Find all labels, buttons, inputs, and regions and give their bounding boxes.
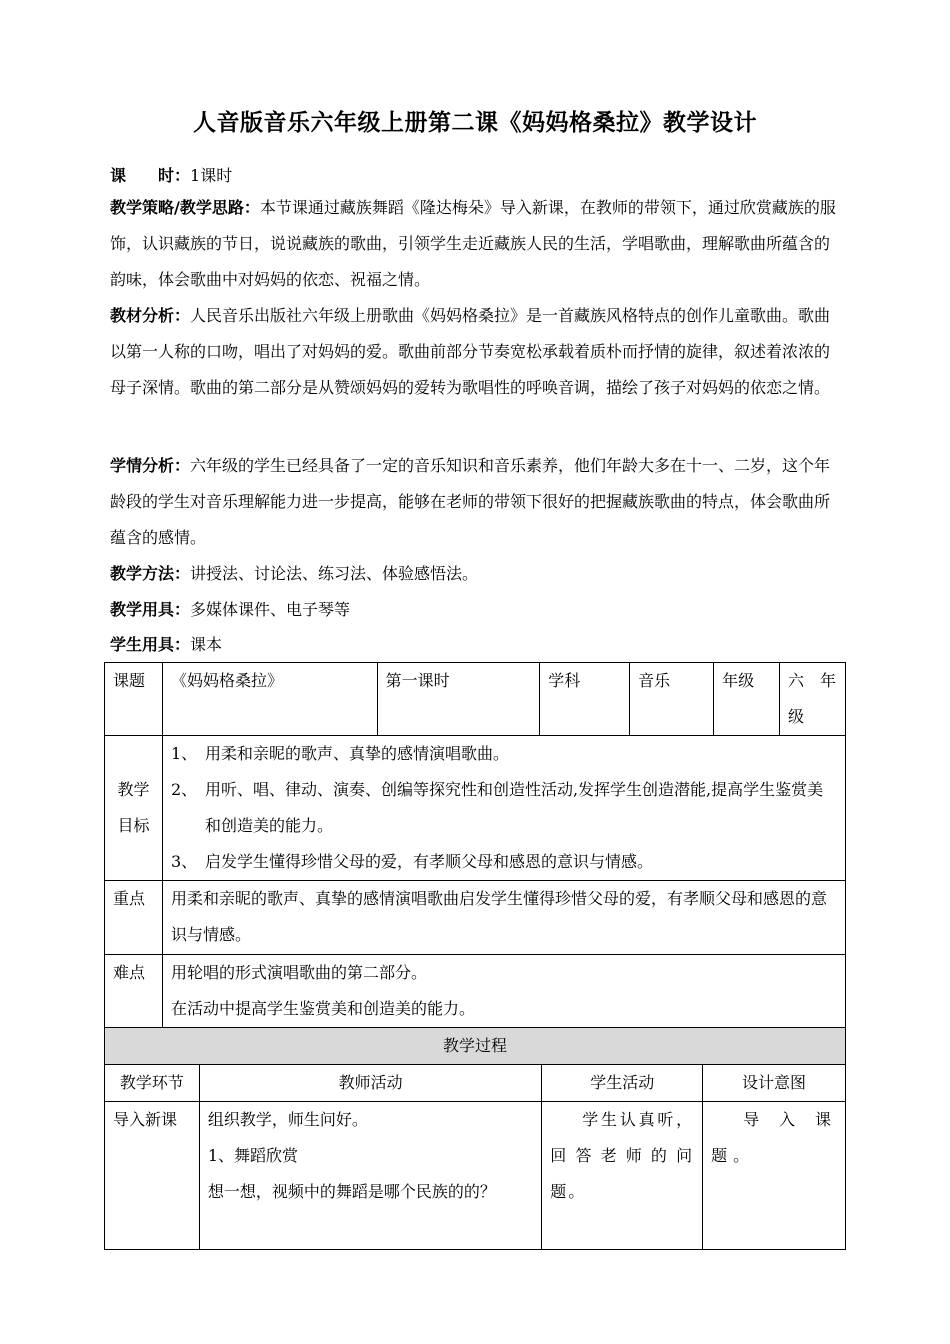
topic-value: 《妈妈格桑拉》	[162, 663, 377, 736]
page-title: 人音版音乐六年级上册第二课《妈妈格桑拉》教学设计	[193, 110, 757, 136]
student-analysis-paragraph	[110, 448, 845, 556]
period-line	[110, 158, 845, 194]
topic-label: 课题	[105, 663, 163, 736]
method-text: 讲授法、讨论法、练习法、体验感悟法。	[190, 564, 479, 583]
column-header: 教学环节	[105, 1065, 200, 1102]
table-header-row	[105, 1065, 846, 1102]
table-row	[105, 736, 846, 881]
table-row	[105, 1102, 846, 1250]
subject-value: 音乐	[630, 663, 714, 736]
tools-text: 多媒体课件、电子琴等	[190, 600, 351, 619]
student-tools-label: 学生用具：	[110, 635, 191, 654]
column-header: 设计意图	[703, 1065, 846, 1102]
material-text: 人民音乐出版社六年级上册歌曲《妈妈格桑拉》是一首藏族风格特点的创作儿童歌曲。歌曲以第一人称的口吻，唱出了对妈妈的爱。歌曲前部分节奏宽松承载着质朴而抒情的旋律，叙述着浓浓的母子深情。歌曲的第二部分是从赞颂妈妈的爱转为歌唱性的呼唤音调，描绘了孩子对妈妈的依恋之情。	[110, 306, 831, 397]
student-tools-text: 课本	[190, 635, 223, 654]
grade-value	[779, 663, 845, 736]
strategy-text: 本节课通过藏族舞蹈《隆达梅朵》导入新课，在教师的带领下，通过欣赏藏族的服饰，认识藏族的节日，说说藏族的歌曲，引领学生走近藏族人民的生活，学唱歌曲，理解歌曲所蕴含的韵味，体会歌曲中对妈妈的依恋、祝福之情。	[110, 198, 836, 289]
column-header: 学生活动	[542, 1065, 703, 1102]
tools-label: 教学用具：	[110, 600, 191, 619]
column-header: 教师活动	[199, 1065, 541, 1102]
subject-label: 学科	[540, 663, 630, 736]
goals-label: 教学 目标	[105, 736, 163, 881]
difficult-point-cell: 用轮唱的形式演唱歌曲的第二部分。 在活动中提高学生鉴赏美和创造美的能力。	[162, 955, 845, 1029]
material-paragraph	[110, 298, 845, 406]
method-line	[110, 556, 845, 592]
goal-item: 3、 启发学生懂得珍惜父母的爱，有孝顺父母和感恩的意识与情感。	[170, 852, 653, 871]
lesson-overview-table	[104, 662, 846, 1029]
difficult-point-label: 难点	[105, 955, 163, 1029]
student-tools-line	[110, 627, 845, 663]
material-label: 教材分析：	[110, 306, 191, 325]
goals-cell	[162, 736, 845, 881]
strategy-label: 教学策略/教学思路：	[110, 198, 260, 217]
teaching-process-table	[104, 1027, 846, 1250]
table-row	[105, 881, 846, 955]
grade-value-line2: 级	[787, 707, 804, 726]
student-analysis-text: 六年级的学生已经具备了一定的音乐知识和音乐素养，他们年龄大多在十一、二岁，这个年龄段的学生对音乐理解能力进一步提高，能够在老师的带领下很好的把握藏族歌曲的特点，体会歌曲所蕴含的感情。	[110, 456, 831, 547]
method-label: 教学方法：	[110, 564, 191, 583]
table-row	[105, 1028, 846, 1065]
strategy-paragraph	[110, 190, 845, 298]
tools-line	[110, 592, 845, 628]
grade-label: 年级	[714, 663, 780, 736]
table-row	[105, 663, 846, 736]
goal-item: 1、 用柔和亲昵的歌声、真挚的感情演唱歌曲。	[170, 744, 509, 763]
key-point-text: 用柔和亲昵的歌声、真挚的感情演唱歌曲启发学生懂得珍惜父母的爱，有孝顺父母和感恩的意识与情感。	[162, 881, 845, 955]
section-title: 教学过程	[105, 1028, 846, 1065]
stage-cell: 导入新课	[105, 1102, 200, 1250]
period-label: 课 时：	[110, 166, 191, 185]
design-intent-cell: 导入课题。	[703, 1102, 846, 1250]
key-point-label: 重点	[105, 881, 163, 955]
period-value: 1课时	[190, 166, 233, 185]
goal-item: 2、 用听、唱、律动、演奏、创编等探究性和创造性活动,发挥学生创造潜能,提高学生鉴赏美和创造美的能力。	[170, 780, 824, 835]
student-activity-cell: 学生认真听，回答老师的问题。	[542, 1102, 703, 1250]
table-row	[105, 955, 846, 1029]
grade-value-line1: 六 年	[787, 671, 836, 690]
teacher-activity-cell: 组织教学，师生问好。 1、舞蹈欣赏 想一想，视频中的舞蹈是哪个民族的的？	[199, 1102, 541, 1250]
lesson-value: 第一课时	[377, 663, 540, 736]
student-analysis-label: 学情分析：	[110, 456, 191, 475]
